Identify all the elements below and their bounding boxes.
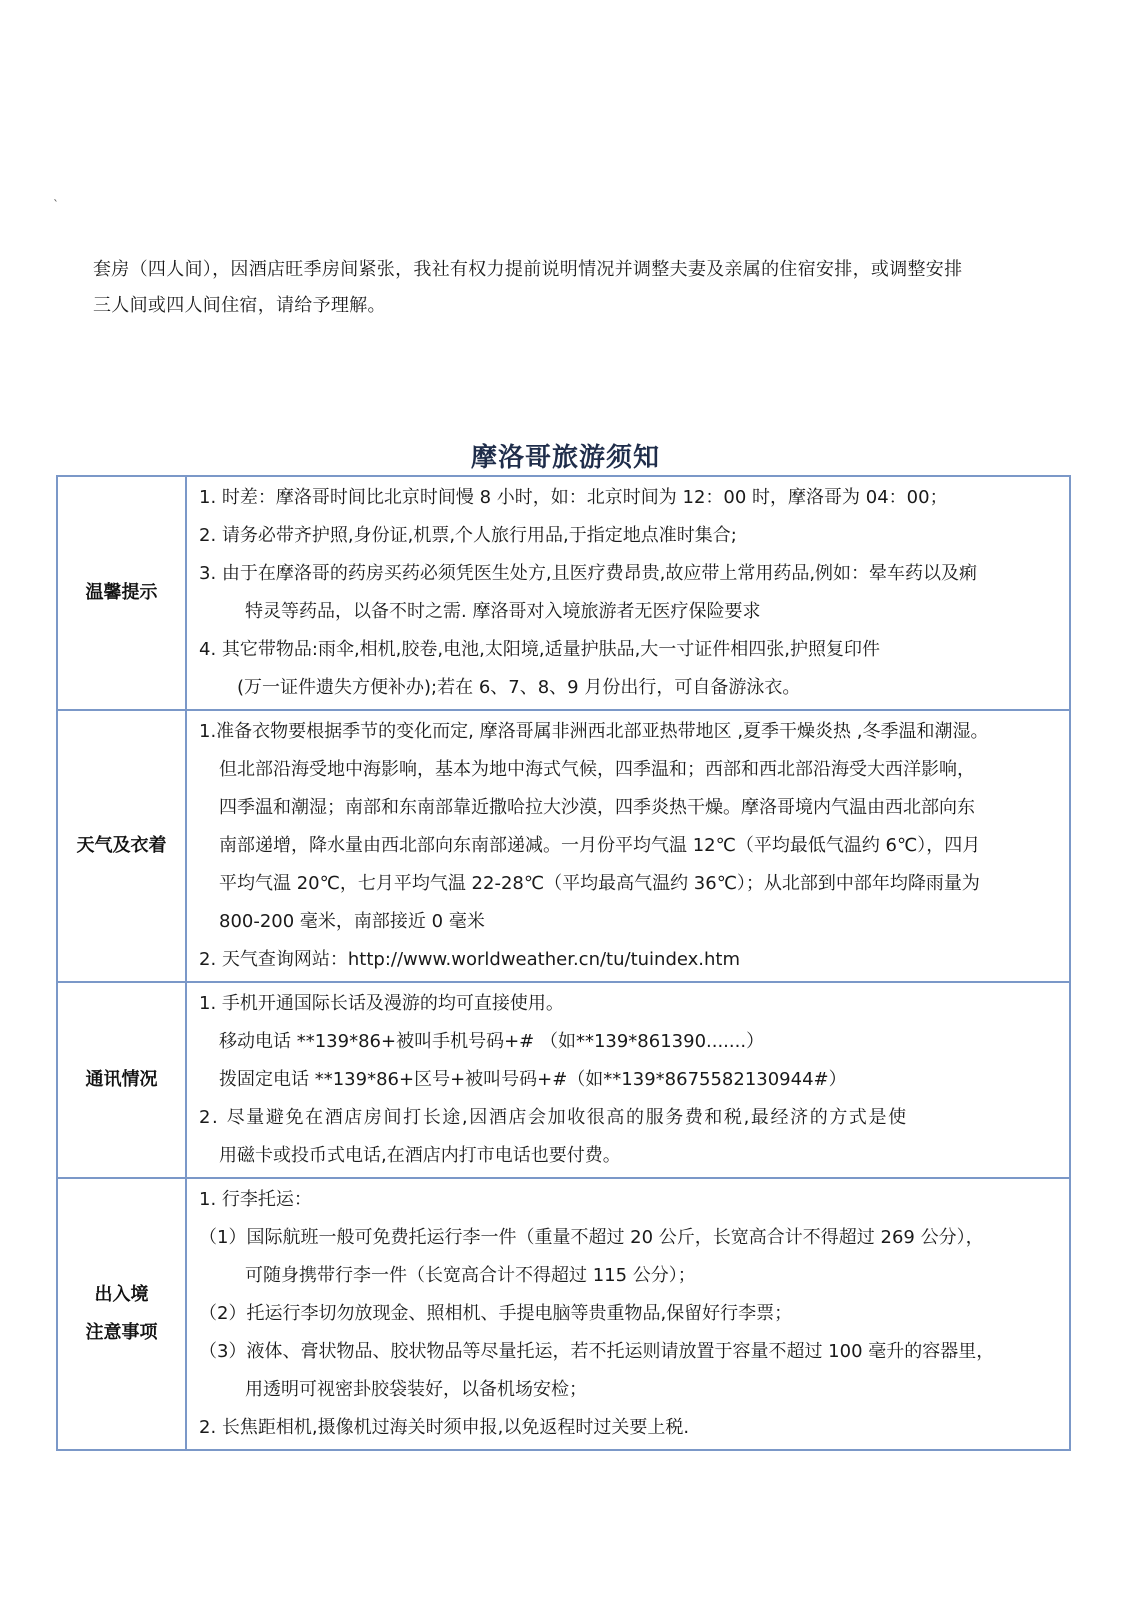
content-line: 但北部沿海受地中海影响，基本为地中海式气候，四季温和；西部和西北部沿海受大西洋影响， xyxy=(219,759,975,780)
table-row-communication xyxy=(57,982,1070,1178)
content-line: 2. 尽量避免在酒店房间打长途,因酒店会加收很高的服务费和税,最经济的方式是使 xyxy=(199,1107,908,1128)
table-row-tips xyxy=(57,476,1070,710)
row-label-communication xyxy=(57,982,186,1178)
content-line: 4. 其它带物品:雨伞,相机,胶卷,电池,太阳境,适量护肤品,大一寸证件相四张,护照复印件 xyxy=(199,639,881,660)
content-line: （1）国际航班一般可免费托运行李一件（重量不超过 20 公斤，长宽高合计不得超过 269 公分）， xyxy=(199,1227,984,1248)
corner-mark: ` xyxy=(53,198,59,212)
row-content-weather xyxy=(186,710,1070,982)
row-label-tips xyxy=(57,476,186,710)
weather-website-line: 2. 天气查询网站：http://www.worldweather.cn/tu/tuindex.htm xyxy=(199,949,741,970)
content-line: 南部递增，降水量由西北部向东南部递减。一月份平均气温 12℃（平均最低气温约 6℃），四月 xyxy=(219,835,981,856)
travel-notice-table xyxy=(56,475,1071,1451)
row-label-text: 出入境 xyxy=(94,1284,149,1305)
row-content-customs xyxy=(186,1178,1070,1450)
row-label-text: 天气及衣着 xyxy=(76,835,167,856)
content-line: 1. 时差：摩洛哥时间比北京时间慢 8 小时，如：北京时间为 12：00 时，摩洛哥为 04：00； xyxy=(199,487,948,508)
content-line: 特灵等药品，以备不时之需. 摩洛哥对入境旅游者无医疗保险要求 xyxy=(245,601,761,622)
content-line: （2）托运行李切勿放现金、照相机、手提电脑等贵重物品,保留好行李票； xyxy=(199,1303,793,1324)
page-title: 摩洛哥旅游须知 xyxy=(470,443,660,473)
content-line: 1. 手机开通国际长话及漫游的均可直接使用。 xyxy=(199,993,564,1014)
content-line: （3）液体、膏状物品、胶状物品等尽量托运，若不托运则请放置于容量不超过 100 毫升的容器里， xyxy=(199,1341,995,1362)
row-label-text: 通讯情况 xyxy=(85,1069,158,1090)
content-line: 2. 长焦距相机,摄像机过海关时须申报,以免返程时过关要上税. xyxy=(199,1417,690,1438)
row-content-communication xyxy=(186,982,1070,1178)
content-line: 2. 请务必带齐护照,身份证,机票,个人旅行用品,于指定地点准时集合; xyxy=(199,525,737,546)
intro-paragraph xyxy=(93,252,1053,324)
row-label-text: 注意事项 xyxy=(85,1322,158,1343)
table-row-customs xyxy=(57,1178,1070,1450)
content-line: 平均气温 20℃，七月平均气温 22-28℃（平均最高气温约 36℃）；从北部到中部年均降雨量为 xyxy=(219,873,980,894)
content-line: 用透明可视密卦胶袋装好，以备机场安检； xyxy=(245,1379,587,1400)
row-label-text: 温馨提示 xyxy=(85,582,158,603)
content-line: 1. 行李托运： xyxy=(199,1189,312,1210)
table-row-weather xyxy=(57,710,1070,982)
row-content-tips xyxy=(186,476,1070,710)
content-line: 1.准备衣物要根据季节的变化而定, 摩洛哥属非洲西北部亚热带地区 ,夏季干燥炎热 ,冬季温和潮湿。 xyxy=(199,721,989,742)
row-label-customs xyxy=(57,1178,186,1450)
content-line: 3. 由于在摩洛哥的药房买药必须凭医生处方,且医疗费昂贵,故应带上常用药品,例如：晕车药以及痢 xyxy=(199,563,978,584)
content-line: 800-200 毫米，南部接近 0 毫米 xyxy=(219,911,485,932)
content-line: 用磁卡或投币式电话,在酒店内打市电话也要付费。 xyxy=(219,1145,621,1166)
content-line: 四季温和潮湿；南部和东南部靠近撒哈拉大沙漠，四季炎热干燥。摩洛哥境内气温由西北部向东 xyxy=(219,797,975,818)
content-line: (万一证件遗失方便补办);若在 6、7、8、9 月份出行，可自备游泳衣。 xyxy=(237,677,801,698)
intro-line: 套房（四人间），因酒店旺季房间紧张，我社有权力提前说明情况并调整夫妻及亲属的住宿安排，或调整安排 xyxy=(93,259,963,280)
content-line: 拨固定电话 **139*86+区号+被叫号码+#（如**139*8675582130944#） xyxy=(219,1069,847,1090)
row-label-weather xyxy=(57,710,186,982)
content-line: 可随身携带行李一件（长宽高合计不得超过 115 公分）； xyxy=(245,1265,696,1286)
content-line: 移动电话 **139*86+被叫手机号码+# （如**139*861390.......） xyxy=(219,1031,765,1052)
intro-line: 三人间或四人间住宿，请给予理解。 xyxy=(93,295,386,316)
